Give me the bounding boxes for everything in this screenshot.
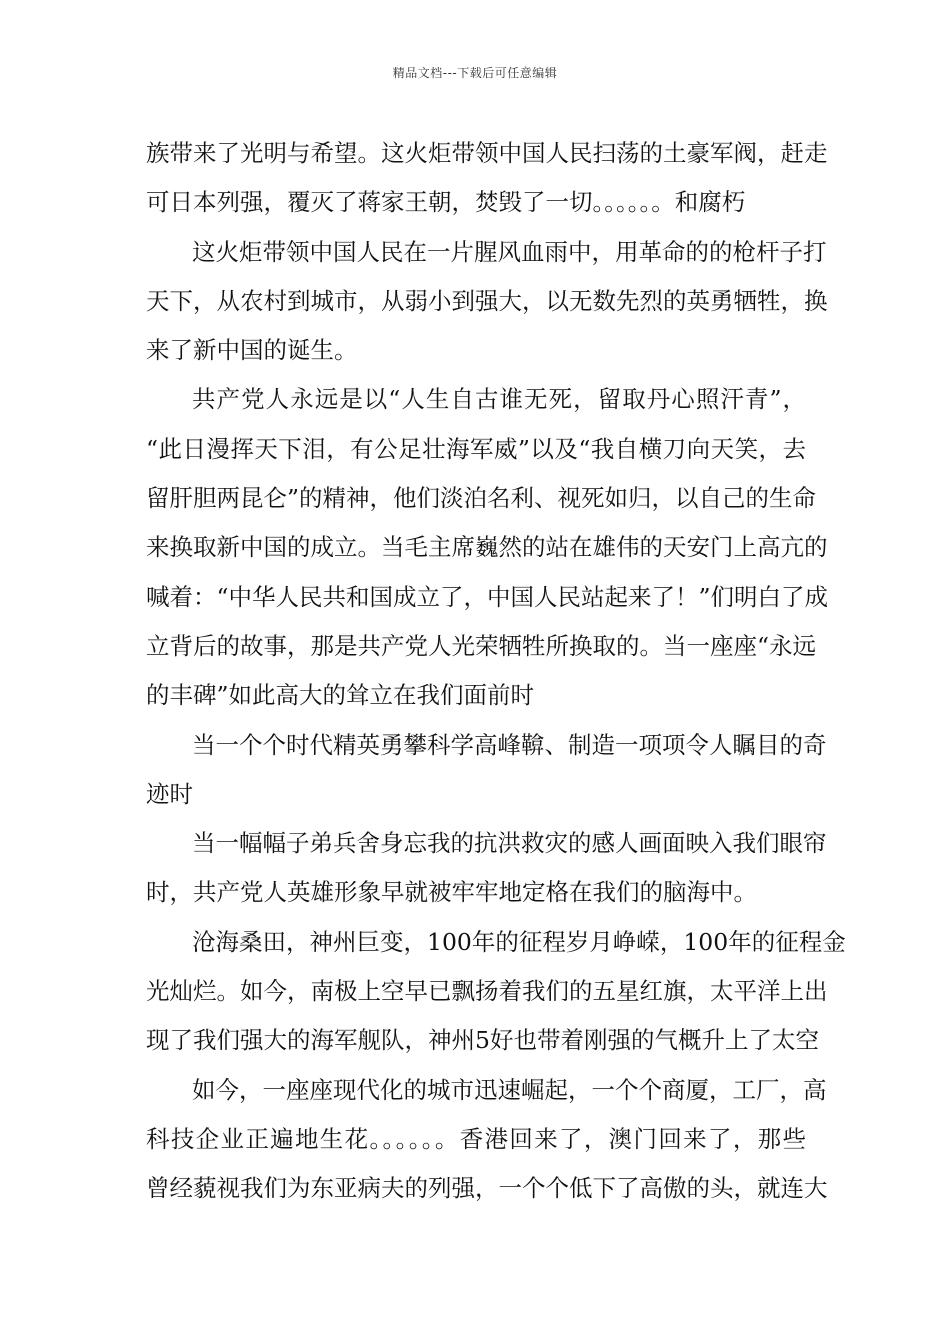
text-line: 可日本列强，覆灭了蒋家王朝，焚毁了一切。。。。。。和腐朽 [146, 188, 746, 217]
text-line: 族带来了光明与希望。这火炬带领中国人民扫荡的土豪军阀，赶走 [146, 139, 828, 167]
text-line: 的丰碑”如此高大的耸立在我们面前时 [146, 681, 535, 710]
paragraph-first-line: 沧海桑田，神州巨变，100年的征程岁月峥嵘，100年的征程金 [192, 927, 846, 956]
text-line: 天下，从农村到城市，从弱小到强大，以无数先烈的英勇牺牲，换 [146, 286, 828, 315]
text-line: 留肝胆两昆仑”的精神，他们淡泊名利、视死如归，以自己的生命 [146, 484, 817, 513]
page-header: 精品文档---下载后可任意编辑 [392, 66, 558, 80]
document-body [146, 130, 846, 1215]
text-line: 科技企业正遍地生花。。。。。。香港回来了，澳门回来了，那些 [146, 1124, 806, 1153]
text-line: 来换取新中国的成立。当毛主席巍然的站在雄伟的天安门上高亢的 [146, 533, 828, 562]
text-line: “此日漫挥天下泪，有公足壮海军威”以及“我自横刀向天笑，去 [146, 434, 806, 463]
text-line: 曾经藐视我们为东亚病夫的列强，一个个低下了高傲的头，就连大 [146, 1174, 828, 1203]
paragraph-first-line: 这火炬带领中国人民在一片腥风血雨中，用革命的的枪杆子打 [192, 237, 827, 266]
text-line: 现了我们强大的海军舰队，神州5好也带着刚强的气概升上了太空 [146, 1026, 819, 1055]
text-line: 立背后的故事，那是共产党人光荣牺牲所换取的。当一座座“永远 [146, 631, 817, 660]
paragraph-first-line: 如今，一座座现代化的城市迅速崛起，一个个商厦，工厂，高 [192, 1075, 827, 1104]
text-line: 来了新中国的诞生。 [146, 336, 358, 365]
text-line: 迹时 [146, 779, 193, 808]
paragraph-first-line: 当一个个时代精英勇攀科学高峰鞥、制造一项项令人瞩目的奇 [192, 730, 827, 759]
paragraph-first-line: 当一幅幅子弟兵舍身忘我的抗洪救灾的感人画面映入我们眼帘 [192, 829, 827, 858]
paragraph-first-line: 共产党人永远是以“人生自古谁无死，留取丹心照汗青”， [192, 385, 806, 414]
text-line: 光灿烂。如今，南极上空早已飘扬着我们的五星红旗，太平洋上出 [146, 977, 828, 1006]
text-line: 喊着：“中华人民共和国成立了，中国人民站起来了！”们明白了成 [146, 582, 829, 611]
text-line: 时，共产党人英雄形象早就被牢牢地定格在我们的脑海中。 [146, 878, 757, 907]
